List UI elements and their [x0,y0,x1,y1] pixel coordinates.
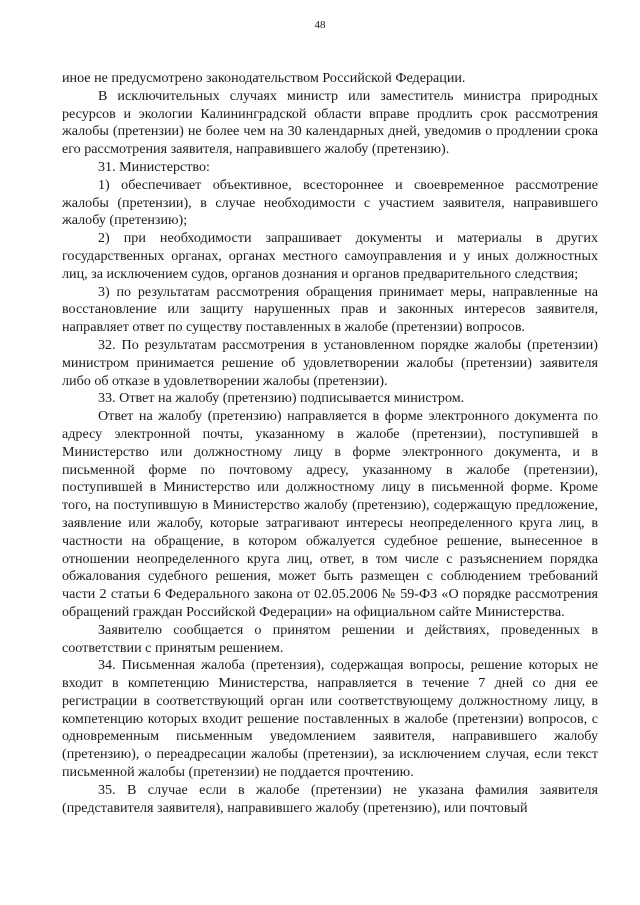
page-number: 48 [314,19,326,31]
paragraph: Заявителю сообщается о принятом решении и действиях, проведенных в соответствии с принятым решением. [62,621,598,656]
paragraph: 35. В случае если в жалобе (претензии) не указана фамилия заявителя (представителя заявителя), направившего жалобу (претензию), или почтовый [62,781,598,816]
paragraph: 31. Министерство: [98,158,210,175]
paragraph: 34. Письменная жалоба (претензия), содержащая вопросы, решение которых не входит в компетенцию Министерства, направляется в течение 7 дней со дня ее регистрации в соответствующий орган или соответствующему должностному лицу, в компетенцию которых входит решение поставленных в жалобе (претензии) вопросов, с одновременным письменным уведомлением заявителя, направившего жалобу (претензию), о переадресации жалобы (претензии), за исключением случая, если текст письменной жалобы (претензии) не поддается прочтению. [62,657,598,781]
paragraph: иное не предусмотрено законодательством Российской Федерации. [62,70,466,86]
paragraph: 3) по результатам рассмотрения обращения принимает меры, направленные на восстановление или защиту нарушенных прав и законных интересов заявителя, направляет ответ по существу поставленных в жалобе (претензии) вопросов. [62,283,598,336]
paragraph: 32. По результатам рассмотрения в установленном порядке жалобы (претензии) министром принимается решение об удовлетворении жалобы (претензии) заявителя либо об отказе в удовлетворении жалобы (претензии). [62,336,598,389]
paragraph: 1) обеспечивает объективное, всестороннее и своевременное рассмотрение жалобы (претензии), в случае необходимости с участием заявителя, направившего жалобу (претензию); [62,176,598,229]
document-body [62,70,598,817]
paragraph: 33. Ответ на жалобу (претензию) подписывается министром. [98,390,465,407]
paragraph: Ответ на жалобу (претензию) направляется в форме электронного документа по адресу электронной почты, указанному в жалобе (претензии), поступившей в Министерство или должностному лицу в форме электронного документа, и в письменной форме по почтовому адресу, указанному в жалобе (претензии), поступившей в Министерство или должностному лицу в письменной форме. Кроме того, на поступившую в Министерство жалобу (претензию), содержащую предложение, заявление или жалобу, которые затрагивают интересы неопределенного круга лиц, в частности на обращение, в котором обжалуется судебное решение, вынесенное в отношении неопределенного круга лиц, ответ, в том числе с разъяснением порядка обжалования судебного решения, может быть размещен с соблюдением требований части 2 статьи 6 Федерального закона от 02.05.2006 № 59-ФЗ «О порядке рассмотрения обращений граждан Российской Федерации» на официальном сайте Министерства. [62,408,598,620]
paragraph: В исключительных случаях министр или заместитель министра природных ресурсов и экологии Калининградской области вправе продлить срок рассмотрения жалобы (претензии) не более чем на 30 календарных дней, уведомив о продлении срока его рассмотрения заявителя, направившего жалобу (претензию). [62,87,598,158]
paragraph: 2) при необходимости запрашивает документы и материалы в других государственных органах, органах местного самоуправления и у иных должностных лиц, за исключением судов, органов дознания и органов предварительного следствия; [62,230,598,282]
